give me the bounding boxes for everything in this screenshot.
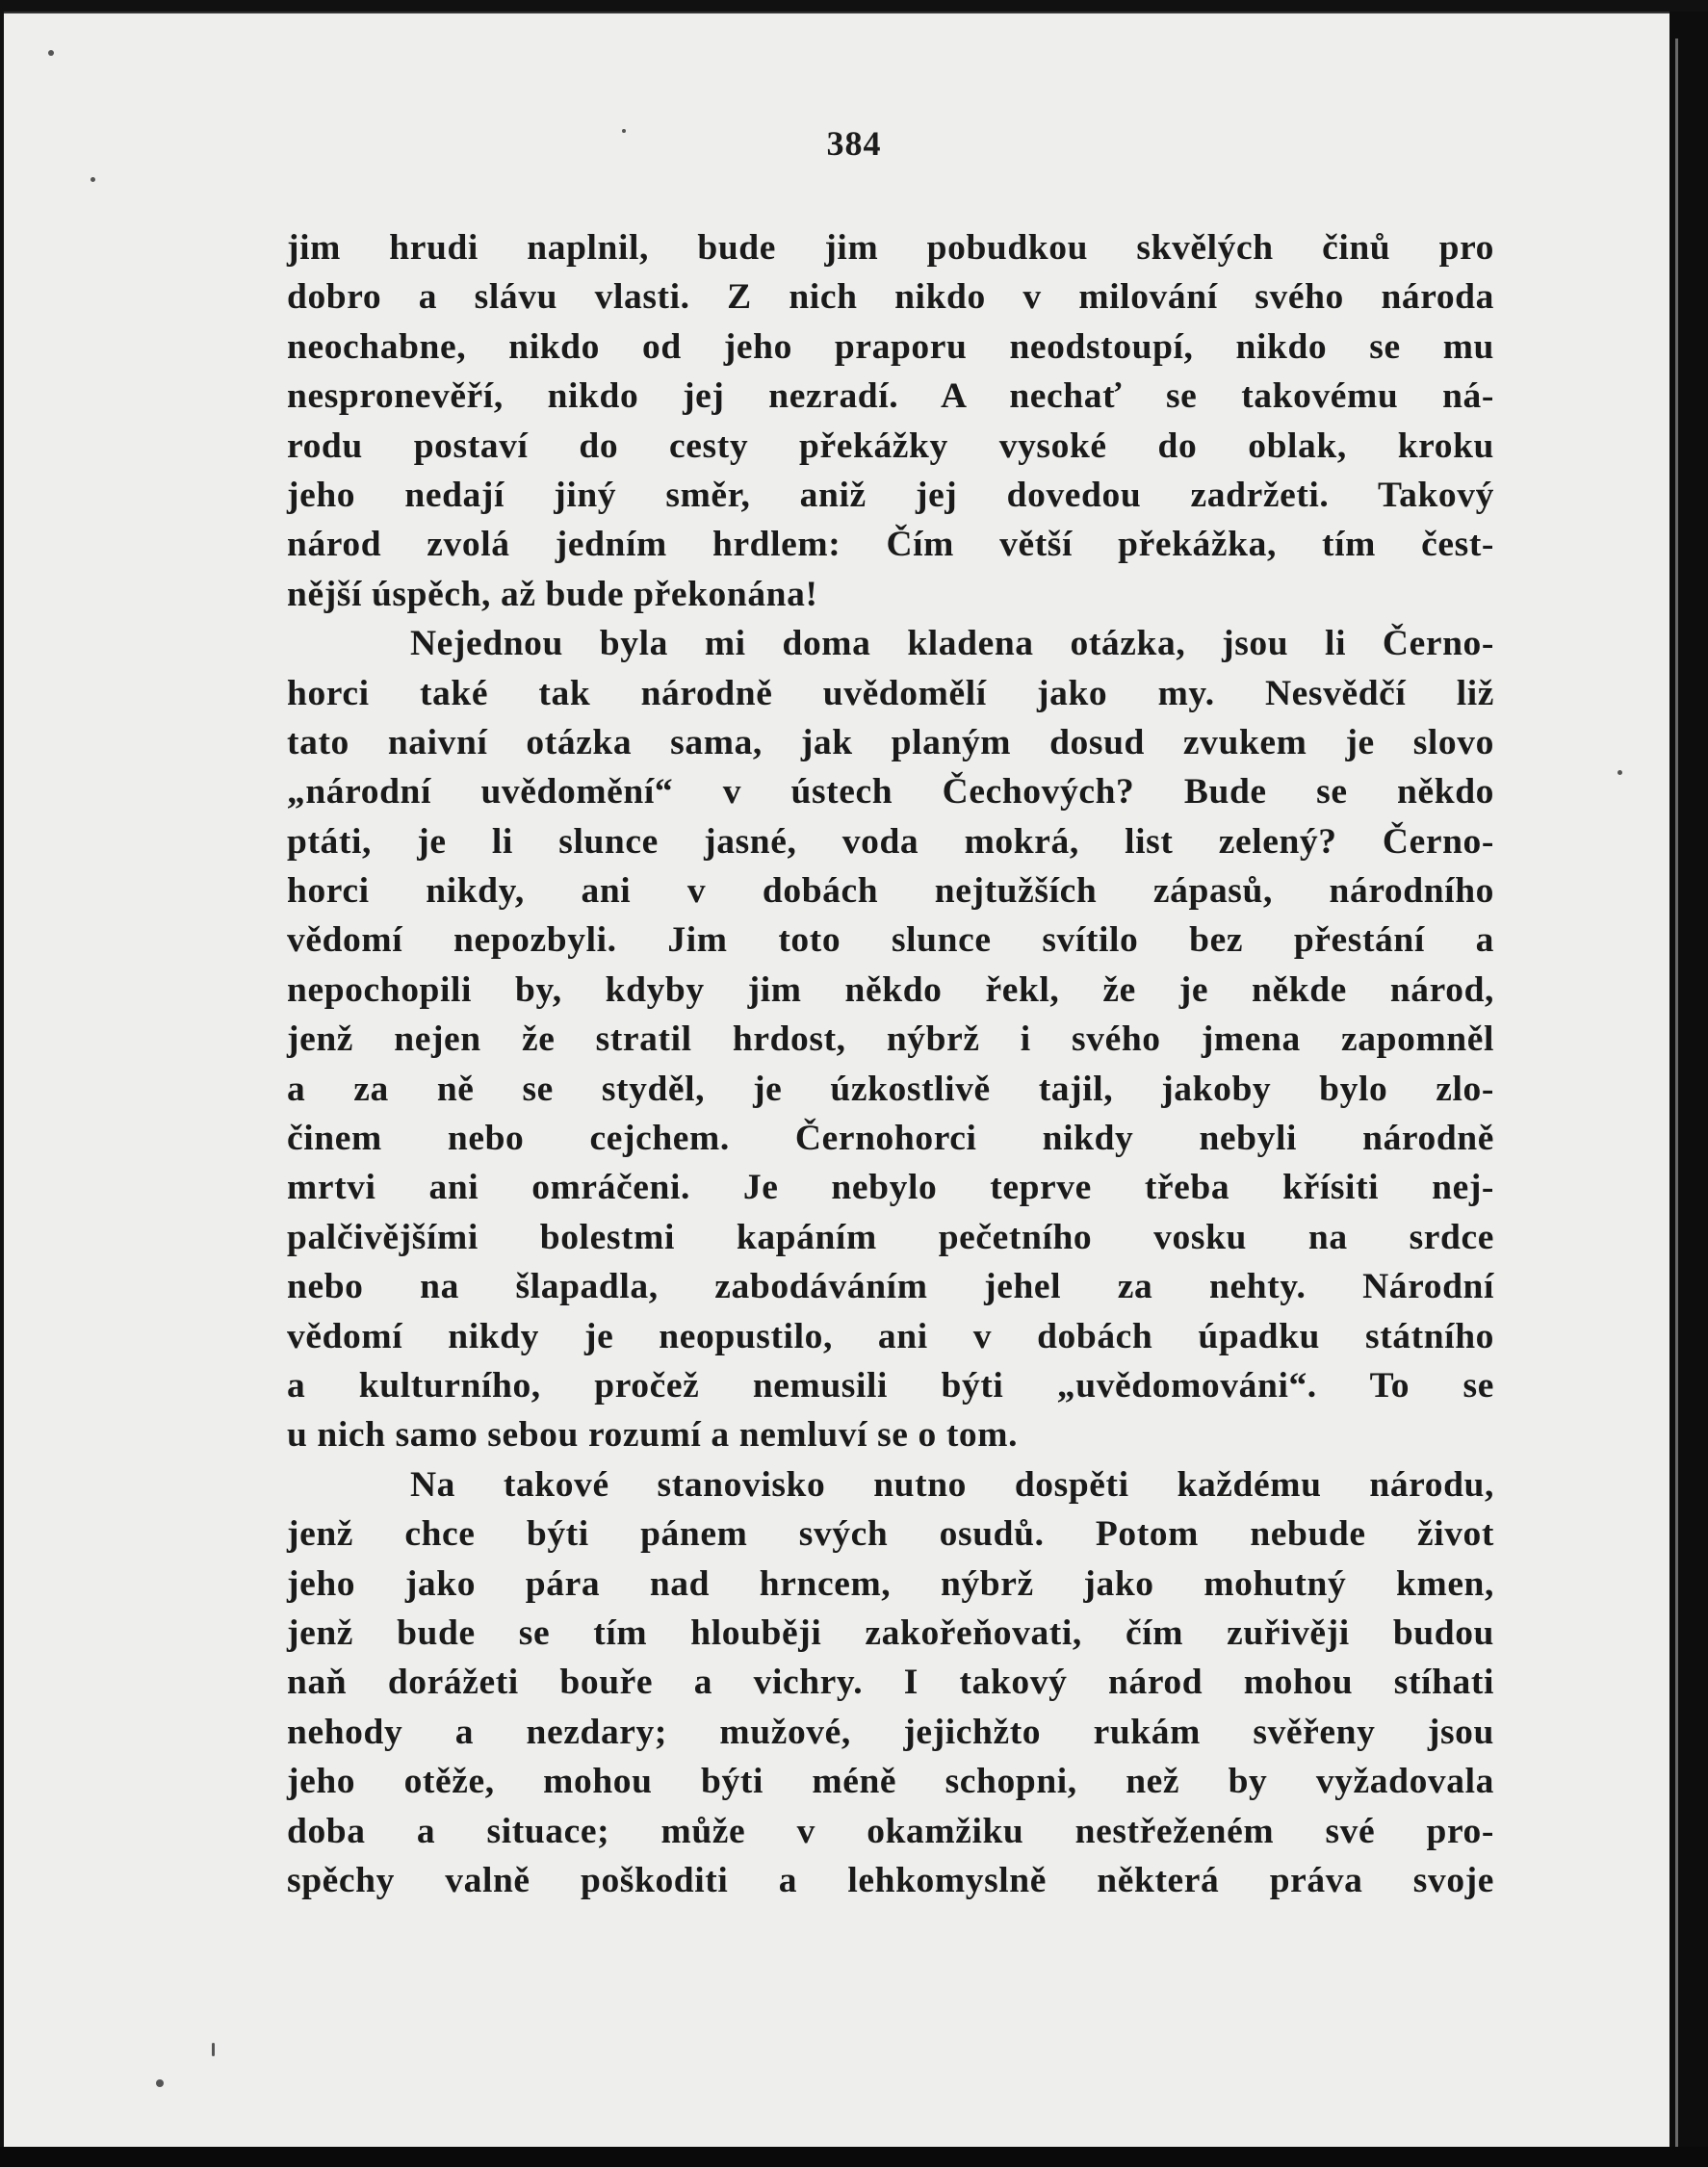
text-line: jeho nedají jiný směr, aniž jej dovedou zadržeti. Takový xyxy=(287,475,1494,515)
text-line: Nejednou byla mi doma kladena otázka, jsou li Černo- xyxy=(410,624,1494,664)
text-line: ptáti, je li slunce jasné, voda mokrá, list zelený? Černo- xyxy=(287,821,1494,862)
scan-speck xyxy=(48,50,54,56)
text-line: „národní uvědomění“ v ústech Čechových? Bude se někdo xyxy=(287,772,1494,813)
text-line: neochabne, nikdo od jeho praporu neodstoupí, nikdo se mu xyxy=(287,326,1494,367)
text-line: tato naivní otázka sama, jak planým dosud zvukem je slovo xyxy=(287,722,1494,762)
text-line: vědomí nepozbyli. Jim toto slunce svítilo bez přestání a xyxy=(287,920,1494,961)
paragraph-2 xyxy=(287,619,1494,1460)
text-line: jeho jako pára nad hrncem, nýbrž jako mohutný kmen, xyxy=(287,1563,1494,1604)
text-line: naň dorážeti bouře a vichry. I takový národ mohou stíhati xyxy=(287,1663,1494,1703)
scan-speck xyxy=(91,177,95,182)
text-line: nepochopili by, kdyby jim někdo řekl, že je někde národ, xyxy=(287,969,1494,1010)
text-line: a kulturního, pročež nemusili býti „uvědomováni“. To se xyxy=(287,1365,1494,1406)
text-line: u nich samo sebou rozumí a nemluví se o tom. xyxy=(287,1415,1019,1456)
text-line: doba a situace; může v okamžiku nestřeženém své pro- xyxy=(287,1811,1494,1851)
text-line: palčivějšími bolestmi kapáním pečetního vosku na srdce xyxy=(287,1217,1494,1257)
text-line: jeho otěže, mohou býti méně schopni, než by vyžadovala xyxy=(287,1762,1494,1802)
text-line: jim hrudi naplnil, bude jim pobudkou skvělých činů pro xyxy=(287,228,1494,268)
text-line: rodu postaví do cesty překážky vysoké do oblak, kroku xyxy=(287,426,1494,466)
text-line: Na takové stanovisko nutno dospěti každému národu, xyxy=(410,1464,1494,1505)
text-line: dobro a slávu vlasti. Z nich nikdo v milování svého národa xyxy=(287,277,1494,318)
text-line: nější úspěch, až bude překonána! xyxy=(287,574,818,614)
text-line: spěchy valně poškoditi a lehkomyslně některá práva svoje xyxy=(287,1860,1494,1900)
scan-speck xyxy=(212,2043,215,2056)
text-line: vědomí nikdy je neopustilo, ani v dobách úpadku státního xyxy=(287,1316,1494,1356)
scan-speck xyxy=(156,2079,164,2087)
scan-bottom-border xyxy=(0,2147,1708,2167)
scan-speck xyxy=(1617,770,1622,775)
text-line: mrtvi ani omráčeni. Je nebylo teprve třeba křísiti nej- xyxy=(287,1168,1494,1208)
text-line: jenž nejen že stratil hrdost, nýbrž i svého jmena zapomněl xyxy=(287,1019,1494,1060)
text-line: nespronevěří, nikdo jej nezradí. A nechať se takovému ná- xyxy=(287,376,1494,417)
text-line: činem nebo cejchem. Černohorci nikdy nebyli národně xyxy=(287,1119,1494,1159)
text-line: nebo na šlapadla, zabodáváním jehel za nehty. Národní xyxy=(287,1267,1494,1307)
text-line: horci také tak národně uvědomělí jako my. Nesvědčí liž xyxy=(287,673,1494,713)
page-number: 384 xyxy=(826,124,882,163)
paragraph-3 xyxy=(287,1460,1494,1906)
paragraph-1 xyxy=(287,223,1494,619)
text-line: a za ně se styděl, je úzkostlivě tajil, jakoby bylo zlo- xyxy=(287,1069,1494,1109)
body-text xyxy=(287,223,1494,1905)
text-line: národ zvolá jedním hrdlem: Čím větší překážka, tím čest- xyxy=(287,525,1494,565)
text-line: horci nikdy, ani v dobách nejtužších zápasů, národního xyxy=(287,871,1494,912)
scan-right-border-line xyxy=(1675,39,1678,2147)
text-line: nehody a nezdary; mužové, jejichžto rukám svěřeny jsou xyxy=(287,1712,1494,1752)
text-line: jenž bude se tím hlouběji zakořeňovati, čím zuřivěji budou xyxy=(287,1612,1494,1653)
text-line: jenž chce býti pánem svých osudů. Potom nebude život xyxy=(287,1514,1494,1555)
